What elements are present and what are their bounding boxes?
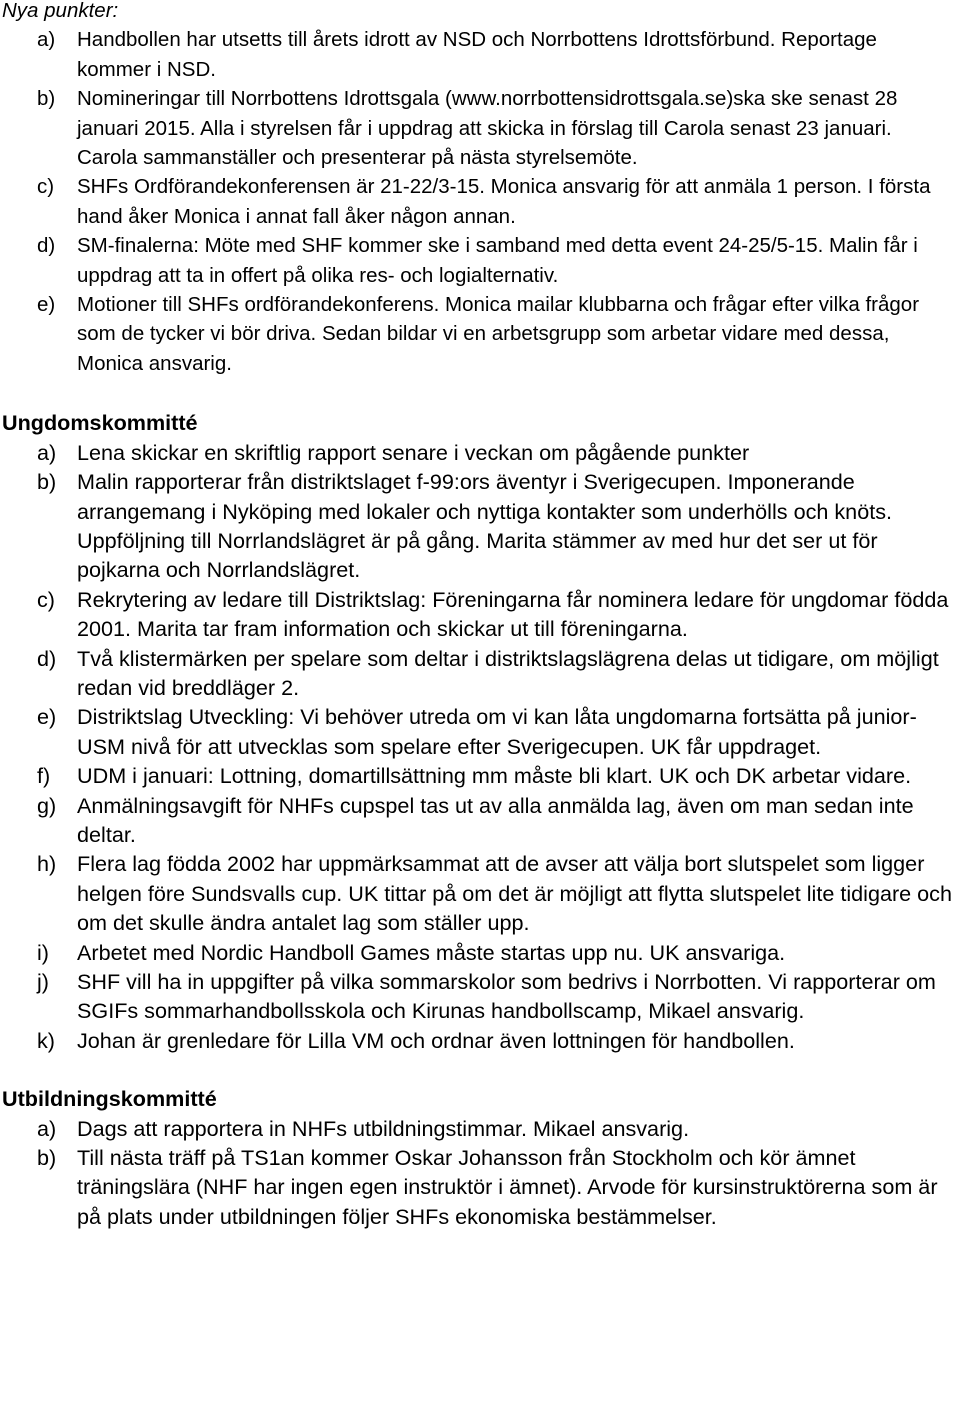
item-marker: a) <box>37 28 56 52</box>
item-marker: b) <box>37 469 57 495</box>
item-text: Lena skickar en skriftlig rapport senare i veckan om pågående punkter <box>77 439 750 465</box>
item-marker: b) <box>37 1145 57 1171</box>
item-list <box>0 438 960 1056</box>
item-marker: c) <box>37 586 55 612</box>
item-text: Johan är grenledare för Lilla VM och ordnar även lottningen för handbollen. <box>77 1027 795 1053</box>
item-text: UDM i januari: Lottning, domartillsättning mm måste bli klart. UK och DK arbetar vidare. <box>77 763 912 789</box>
item-marker: b) <box>37 87 56 111</box>
item-list <box>0 1114 960 1232</box>
item-text: Två klistermärken per spelare som deltar i distriktslagslägrena delas ut tidigare, om möjligt redan vid breddläger 2. <box>77 645 939 700</box>
list-item <box>0 84 960 172</box>
section-heading: Utbildningskommitté <box>2 1086 217 1112</box>
list-item <box>0 1114 960 1143</box>
item-marker: k) <box>37 1027 55 1053</box>
list-item <box>0 231 960 290</box>
section-ungdomskommitte <box>0 408 960 1055</box>
item-marker: j) <box>37 969 49 994</box>
item-text: Anmälningsavgift för NHFs cupspel tas ut av alla anmälda lag, även om man sedan inte deltar. <box>77 792 914 847</box>
item-marker: d) <box>37 234 56 258</box>
item-marker: c) <box>37 175 55 199</box>
item-marker: i) <box>37 939 49 965</box>
list-item <box>0 644 960 703</box>
item-text: Motioner till SHFs ordförandekonferens. Monica mailar klubbarna och frågar efter vilka frågor som de tycker vi bör driva. Sedan bildar vi en arbetsgrupp som arbetar vidare med dessa, Monica ansvarig. <box>77 293 920 375</box>
item-text: Till nästa träff på TS1an kommer Oskar Johansson från Stockholm och kör ämnet träningslära (NHF har ingen egen instruktör i ämnet). Arvode för kursinstruktörerna som är på plats under utbildningen följer SHFs ekonomiska bestämmelser. <box>77 1145 938 1229</box>
section-heading: Ungdomskommitté <box>2 410 198 436</box>
item-text: Malin rapporterar från distriktslaget f-99:ors äventyr i Sverigecupen. Imponerande arrangemang i Nyköping med lokaler och nyttiga kontakter som underhölls och knöts. Uppföljning till Norrlandslägret är på gång. Marita stämmer av med hur det ser ut för pojkarna och Norrlandslägret. <box>77 469 892 583</box>
list-item <box>0 25 960 84</box>
item-marker: h) <box>37 851 57 877</box>
section-heading: Nya punkter: <box>2 0 119 22</box>
item-text: SHF vill ha in uppgifter på vilka sommarskolor som bedrivs i Norrbotten. Vi rapporterar om SGIFs sommarhandbollsskola och Kirunas handbollscamp, Mikael ansvarig. <box>77 969 936 1024</box>
list-item <box>0 290 960 378</box>
item-text: Handbollen har utsetts till årets idrott av NSD och Norrbottens Idrottsförbund. Reportage kommer i NSD. <box>77 28 877 81</box>
list-item <box>0 467 960 585</box>
section-nya-punkter <box>0 0 960 378</box>
item-marker: g) <box>37 792 57 818</box>
item-marker: a) <box>37 439 57 465</box>
list-item <box>0 967 960 1026</box>
item-text: Distriktslag Utveckling: Vi behöver utreda om vi kan låta ungdomarna fortsätta på junior-USM nivå för att utvecklas som spelare efter Sverigecupen. UK får uppdraget. <box>77 704 917 759</box>
list-item <box>0 849 960 937</box>
item-marker: e) <box>37 704 57 730</box>
item-marker: e) <box>37 293 56 317</box>
item-marker: a) <box>37 1115 57 1141</box>
item-text: Nomineringar till Norrbottens Idrottsgala (www.norrbottensidrottsgala.se)ska ske senast 28 januari 2015. Alla i styrelsen får i uppdrag att skicka in förslag till Carola senast 23 januari. Carola sammanställer och presenterar på nästa styrelsemöte. <box>77 87 898 170</box>
list-item <box>0 172 960 231</box>
item-text: Rekrytering av ledare till Distriktslag: Föreningarna får nominera ledare för ungdomar födda 2001. Marita tar fram information och skickar ut till föreningarna. <box>77 586 949 642</box>
list-item <box>0 938 960 967</box>
list-item <box>0 1026 960 1055</box>
list-item <box>0 438 960 467</box>
item-text: SHFs Ordförandekonferensen är 21-22/3-15. Monica ansvarig för att anmäla 1 person. I första hand åker Monica i annat fall åker någon annan. <box>77 175 931 228</box>
item-marker: f) <box>37 763 51 789</box>
item-list <box>0 25 960 378</box>
item-marker: d) <box>37 645 57 671</box>
list-item <box>0 761 960 790</box>
section-utbildningskommitte <box>0 1084 960 1231</box>
item-text: Flera lag födda 2002 har uppmärksammat att de avser att välja bort slutspelet som ligger helgen före Sundsvalls cup. UK tittar på om det är möjligt att flytta slutspelet lite tidigare och om det skulle ändra antalet lag som ställer upp. <box>77 851 952 936</box>
list-item <box>0 791 960 850</box>
item-text: SM-finalerna: Möte med SHF kommer ske i samband med detta event 24-25/5-15. Malin får i uppdrag att ta in offert på olika res- och logialternativ. <box>77 234 918 287</box>
list-item <box>0 1143 960 1231</box>
item-text: Arbetet med Nordic Handboll Games måste startas upp nu. UK ansvariga. <box>77 939 786 965</box>
item-text: Dags att rapportera in NHFs utbildningstimmar. Mikael ansvarig. <box>77 1115 690 1141</box>
list-item <box>0 585 960 644</box>
list-item <box>0 702 960 761</box>
